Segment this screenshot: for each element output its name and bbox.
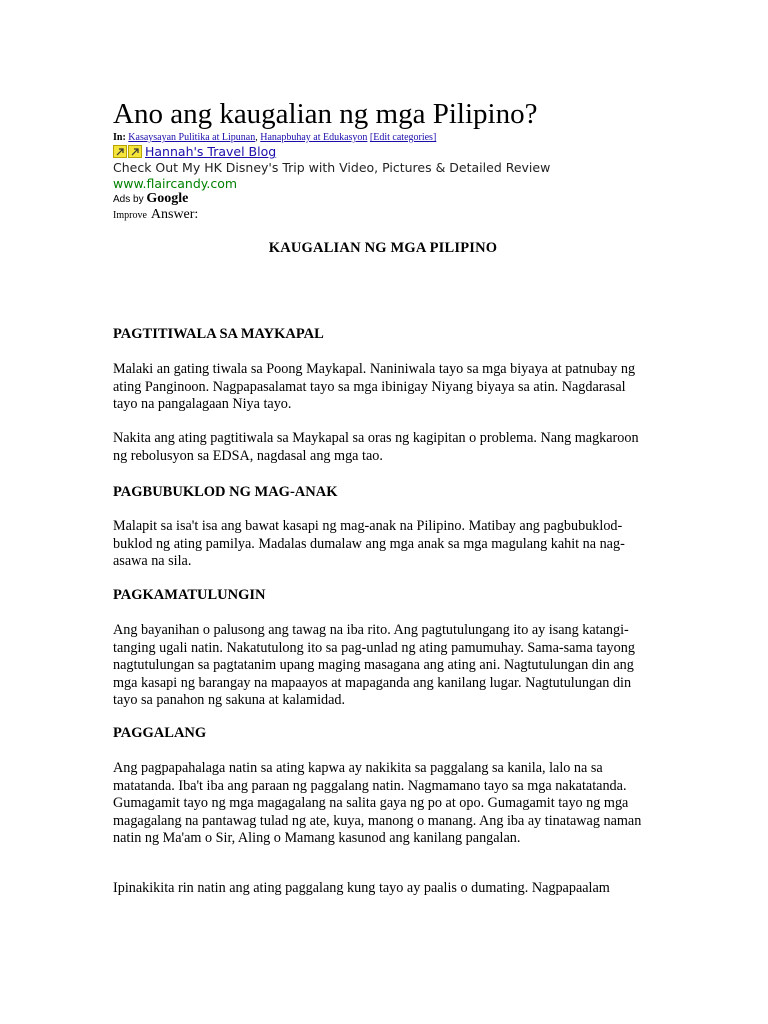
- answer-label: Answer:: [150, 207, 199, 222]
- ad-title-row: [113, 144, 550, 160]
- paragraph: Nakita ang ating pagtitiwala sa Maykapal sa oras ng kagipitan o problema. Nang magkaroon ng rebolusyon sa EDSA, nagdasal ang mga tao.: [113, 430, 639, 464]
- page-title: Ano ang kaugalian ng mga Pilipino?: [113, 98, 538, 130]
- category-separator: ,: [255, 132, 258, 143]
- paragraph: Ang pagpapahalaga natin sa ating kapwa ay nakikita sa paggalang sa kanila, lalo na sa matatanda. Iba't iba ang paraan ng paggalang natin. Nagmamano tayo sa mga nakatatanda. Gumagamit tayo ng mga magagalang na salita gaya ng po at opo. Gumagamit tayo ng mga magagalang na pantawag tulad ng ate, kuya, manong o manang. Ang iba ay tinatawag naman natin ng Ma'am o Sir, Aling o Mamang kasunod ang kanilang pangalan.: [113, 760, 642, 846]
- ad-description: Check Out My HK Disney's Trip with Video, Pictures & Detailed Review: [113, 160, 551, 175]
- section-heading-pagtitiwala: PAGTITIWALA SA MAYKAPAL: [113, 326, 324, 342]
- paragraph: Malapit sa isa't isa ang bawat kasapi ng mag-anak na Pilipino. Matibay ang pagbubuklod-buklod ng ating pamilya. Madalas dumalaw ang mga anak sa mga magulang kahit na nag-asawa na sila.: [113, 518, 625, 569]
- category-link-hanapbuhay[interactable]: Hanapbuhay at Edukasyon: [260, 132, 368, 143]
- ad-title-link[interactable]: Hannah's Travel Blog: [145, 144, 277, 159]
- in-label: In:: [113, 132, 126, 143]
- paragraph: Malaki an gating tiwala sa Poong Maykapal. Naniniwala tayo sa mga biyaya at patnubay ng ating Panginoon. Nagpapasalamat tayo sa mga ibinigay Niyang biyaya sa atin. Nagdarasal tayo na pangalagaan Niya tayo.: [113, 361, 636, 412]
- improve-answer-row: [113, 206, 198, 224]
- section-heading-paggalang: PAGGALANG: [113, 725, 207, 741]
- ads-by-google[interactable]: [113, 192, 550, 207]
- document-title: KAUGALIAN NG MGA PILIPINO: [268, 240, 498, 256]
- paragraph: Ipinakikita rin natin ang ating paggalang kung tayo ay paalis o dumating. Nagpapaalam: [113, 880, 610, 896]
- paragraph: Ang bayanihan o palusong ang tawag na iba rito. Ang pagtutulungang ito ay isang katangi-tanging ugali natin. Nakatutulong ito sa pag-unlad ng ating pamumuhay. Sama-sama tayong nagtutulungan sa pagtatanim upang maging masagana ang ating ani. Nagtutulungan din ang mga kasapi ng barangay na mapaayos at mapaganda ang kanilang lugar. Nagtutulungan din tayo sa panahon ng sakuna at kalamidad.: [113, 622, 635, 708]
- ad-arrow-icon[interactable]: [113, 145, 127, 158]
- ad-info-icon[interactable]: [128, 145, 142, 158]
- category-line: [113, 131, 436, 144]
- improve-link[interactable]: Improve: [113, 210, 147, 221]
- ad-url[interactable]: www.flaircandy.com: [113, 176, 238, 191]
- google-logo-text: Google: [146, 191, 189, 206]
- edit-categories-link[interactable]: [Edit categories]: [369, 132, 437, 143]
- ads-by-label: Ads by: [113, 194, 144, 205]
- section-heading-pagbubuklod: PAGBUBUKLOD NG MAG-ANAK: [113, 484, 338, 500]
- ad-block: [113, 144, 550, 207]
- section-heading-pagkamatulungin: PAGKAMATULUNGIN: [113, 587, 266, 603]
- category-link-kasaysayan[interactable]: Kasaysayan Pulitika at Lipunan: [128, 132, 256, 143]
